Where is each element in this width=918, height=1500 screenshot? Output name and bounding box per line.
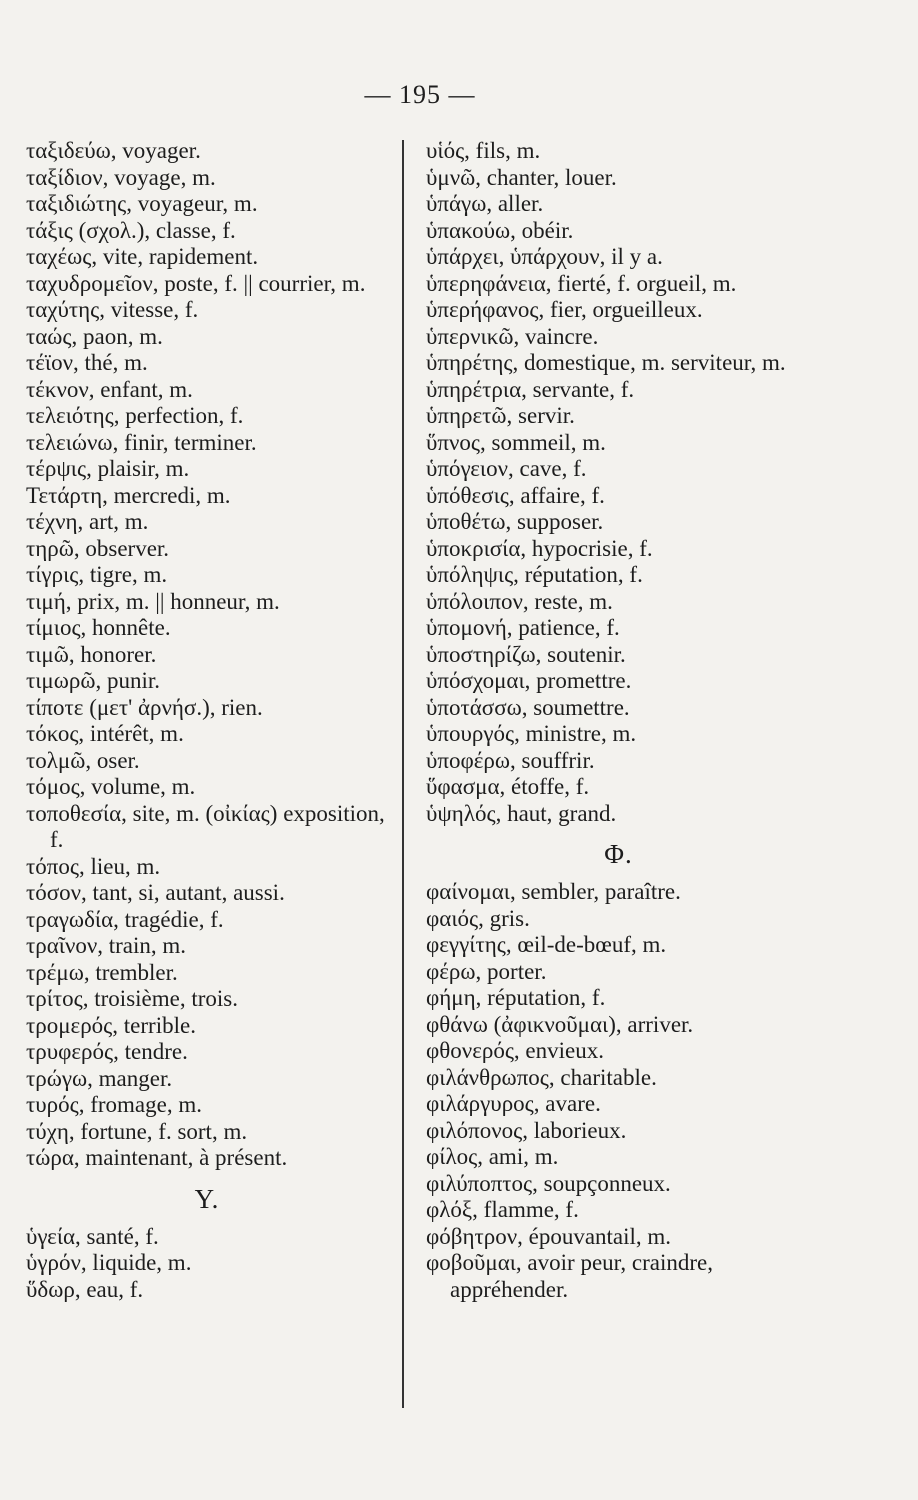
dictionary-entry: ὑπερηφάνεια, fierté, f. orgueil, m. xyxy=(426,270,737,296)
page-number: — 195 — xyxy=(364,80,476,109)
dictionary-entry: τίγρις, tigre, m. xyxy=(26,562,168,587)
dictionary-entry: ὑπόσχομαι, promettre. xyxy=(426,668,632,693)
dictionary-entry: ὑπακούω, obéir. xyxy=(426,217,574,243)
dictionary-entry: ὑπόληψις, réputation, f. xyxy=(426,562,643,587)
dictionary-entry: τιμωρῶ, punir. xyxy=(26,668,161,693)
dictionary-entry: ὕδωρ, eau, f. xyxy=(26,1276,144,1302)
left-column xyxy=(26,138,388,1303)
dictionary-entry: τώρα, maintenant, à présent. xyxy=(26,1145,288,1170)
dictionary-entry: ταξίδιον, voyage, m. xyxy=(26,164,216,190)
dictionary-entry: τιμῶ, honorer. xyxy=(26,641,157,667)
dictionary-entry: τέρψις, plaisir, m. xyxy=(26,456,190,481)
dictionary-entry: τελειώνω, finir, terminer. xyxy=(26,429,257,455)
left-entries-after xyxy=(26,1224,388,1304)
dictionary-entry: φήμη, réputation, f. xyxy=(426,985,606,1010)
dictionary-entry: Τετάρτη, mercredi, m. xyxy=(26,482,231,508)
dictionary-entry: ὑποτάσσω, soumettre. xyxy=(426,694,630,720)
dictionary-entry: τρίτος, troisième, trois. xyxy=(26,986,238,1011)
dictionary-entry: φιλάργυρος, avare. xyxy=(426,1091,601,1116)
dictionary-entry: φαίνομαι, sembler, paraître. xyxy=(426,879,681,904)
dictionary-entry: τρυφερός, tendre. xyxy=(26,1039,188,1064)
dictionary-entry: τίμιος, honnête. xyxy=(26,615,171,640)
dictionary-entry: φθάνω (ἀφικνοῦμαι), arriver. xyxy=(426,1011,694,1037)
dictionary-entry: ὑπόλοιπον, reste, m. xyxy=(426,588,613,614)
dictionary-entry: φθονερός, envieux. xyxy=(426,1038,604,1063)
dictionary-entry: ταξιδεύω, voyager. xyxy=(26,138,201,163)
dictionary-entry: τραῖνον, train, m. xyxy=(26,933,187,958)
dictionary-entry: τηρῶ, observer. xyxy=(26,535,170,561)
dictionary-entry: ὑγεία, santé, f. xyxy=(26,1223,159,1249)
dictionary-entry: ταώς, paon, m. xyxy=(26,323,163,349)
dictionary-entry: φόβητρον, épouvantail, m. xyxy=(426,1223,672,1249)
dictionary-entry: τοποθεσία, site, m. (οἰκίας) exposition, f. xyxy=(26,800,385,852)
dictionary-entry: τίποτε (μετ' ἀρνήσ.), rien. xyxy=(26,694,263,720)
dictionary-entry: ὕπνος, sommeil, m. xyxy=(426,429,606,455)
dictionary-entry: ὑπηρέτης, domestique, m. serviteur, m. xyxy=(426,350,786,375)
section-heading-phi: Φ. xyxy=(604,839,633,869)
section-heading-upsilon: Y. xyxy=(194,1183,220,1214)
dictionary-entry: ὑποφέρω, souffrir. xyxy=(426,747,595,773)
dictionary-entry: τρώγω, manger. xyxy=(26,1065,173,1091)
dictionary-entry: ταξιδιώτης, voyageur, m. xyxy=(26,191,258,216)
dictionary-entry: φιλύποπτος, soupçonneux. xyxy=(426,1170,671,1196)
dictionary-entry: τρομερός, terrible. xyxy=(26,1012,196,1038)
dictionary-entry: ταχύτης, vitesse, f. xyxy=(26,297,199,322)
dictionary-entry: τελειότης, perfection, f. xyxy=(26,403,244,428)
dictionary-entry: τόκος, intérêt, m. xyxy=(26,721,184,746)
dictionary-entry: φοβοῦμαι, avoir peur, craindre, appréhender. xyxy=(426,1250,713,1302)
dictionary-entry: τόμος, volume, m. xyxy=(26,774,196,799)
dictionary-entry: ὑπερνικῶ, vaincre. xyxy=(426,323,599,349)
dictionary-entry: ὑψηλός, haut, grand. xyxy=(426,800,617,826)
dictionary-entry: τόσον, tant, si, autant, aussi. xyxy=(26,880,285,905)
dictionary-entry: ὑπηρέτρια, servante, f. xyxy=(426,376,635,402)
dictionary-entry: ὑπερήφανος, fier, orgueilleux. xyxy=(426,297,703,322)
column-divider xyxy=(402,140,404,1408)
dictionary-entry: ὑπόθεσις, affaire, f. xyxy=(426,482,605,508)
right-entries-before xyxy=(426,138,811,827)
dictionary-entry: ὑγρόν, liquide, m. xyxy=(26,1250,192,1275)
dictionary-entry: τραγωδία, tragédie, f. xyxy=(26,906,224,932)
dictionary-entry: ὕφασμα, étoffe, f. xyxy=(426,774,590,799)
dictionary-entry: τέχνη, art, m. xyxy=(26,509,149,534)
dictionary-entry: τόπος, lieu, m. xyxy=(26,853,161,879)
dictionary-entry: τάξις (σχολ.), classe, f. xyxy=(26,217,236,243)
dictionary-entry: ὑποθέτω, supposer. xyxy=(426,509,604,534)
dictionary-entry: τρέμω, trembler. xyxy=(26,959,178,985)
dictionary-entry: ὑποκρισία, hypocrisie, f. xyxy=(426,535,653,561)
dictionary-entry: τολμῶ, oser. xyxy=(26,747,140,773)
dictionary-entry: τύχη, fortune, f. sort, m. xyxy=(26,1118,248,1144)
dictionary-entry: ὑπόγειον, cave, f. xyxy=(426,456,587,481)
dictionary-entry: τιμή, prix, m. || honneur, m. xyxy=(26,588,280,614)
right-column xyxy=(426,138,811,1303)
left-entries-before xyxy=(26,138,388,1172)
dictionary-entry: ταχυδρομεῖον, poste, f. || courrier, m. xyxy=(26,270,366,296)
dictionary-entry: τέϊον, thé, m. xyxy=(26,350,148,375)
dictionary-entry: τυρός, fromage, m. xyxy=(26,1092,202,1117)
dictionary-entry: ὑπομονή, patience, f. xyxy=(426,615,620,640)
dictionary-entry: ὑπάρχει, ὑπάρχουν, il y a. xyxy=(426,244,663,269)
dictionary-entry: ὑπουργός, ministre, m. xyxy=(426,721,637,746)
dictionary-entry: ὑπάγω, aller. xyxy=(426,191,544,216)
dictionary-entry: τέκνον, enfant, m. xyxy=(26,376,193,402)
dictionary-entry: φιλόπονος, laborieux. xyxy=(426,1117,627,1143)
dictionary-entry: φίλος, ami, m. xyxy=(426,1144,559,1169)
dictionary-entry: φεγγίτης, œil-de-bœuf, m. xyxy=(426,932,667,957)
dictionary-entry: φαιός, gris. xyxy=(426,905,530,931)
dictionary-entry: ὑμνῶ, chanter, louer. xyxy=(426,164,617,190)
dictionary-entry: ὑποστηρίζω, soutenir. xyxy=(426,641,626,667)
dictionary-entry: ταχέως, vite, rapidement. xyxy=(26,244,259,269)
dictionary-entry: υἱός, fils, m. xyxy=(426,138,541,163)
dictionary-entry: φέρω, porter. xyxy=(426,958,547,984)
right-entries-after xyxy=(426,879,811,1303)
dictionary-entry: φιλάνθρωπος, charitable. xyxy=(426,1064,657,1090)
dictionary-entry: φλόξ, flamme, f. xyxy=(426,1197,579,1222)
dictionary-entry: ὑπηρετῶ, servir. xyxy=(426,403,575,428)
